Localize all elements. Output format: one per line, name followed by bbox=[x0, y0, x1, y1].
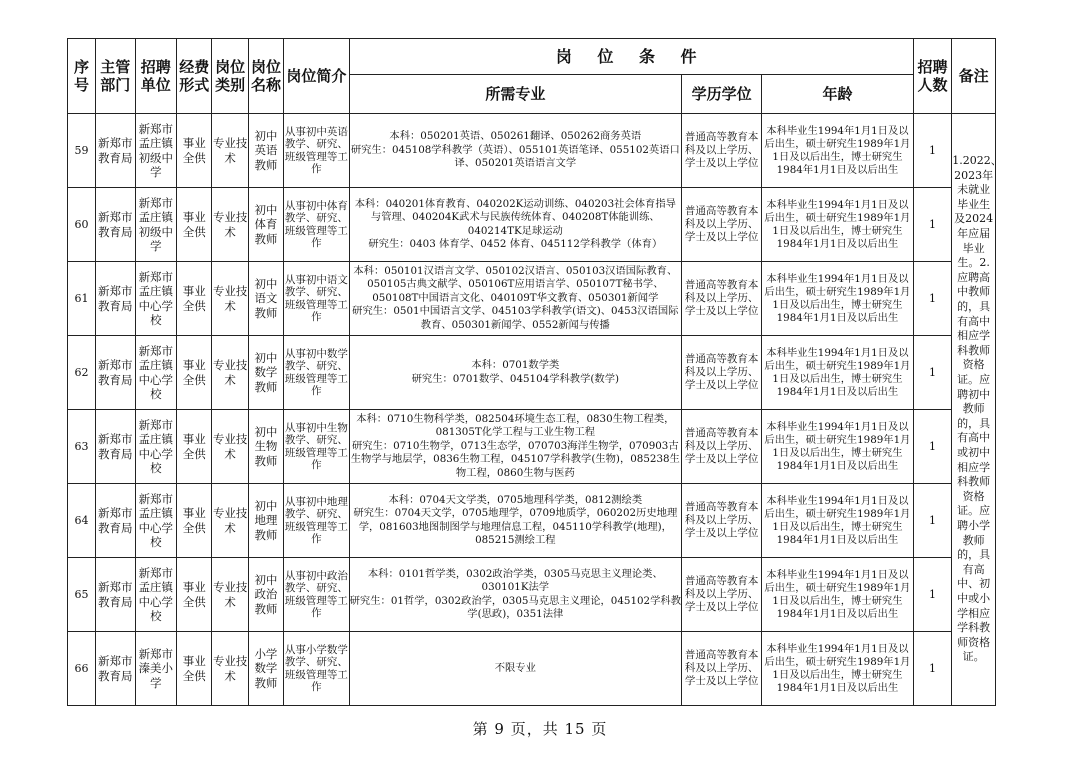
cell-count: 1 bbox=[913, 484, 951, 558]
header-remark: 备注 bbox=[952, 39, 996, 114]
table-body bbox=[68, 114, 1002, 706]
cell-count: 1 bbox=[913, 410, 951, 484]
cell-intro: 从事初中英语教学、研究、班级管理等工作 bbox=[284, 114, 349, 188]
cell-age: 本科毕业生1994年1月1日及以后出生，硕士研究生1989年1月1日及以后出生，博士研究生1984年1月1日及以后出生 bbox=[762, 188, 914, 262]
cell-seq: 63 bbox=[68, 410, 96, 484]
cell-dept: 新郑市教育局 bbox=[96, 484, 135, 558]
cell-position: 初中政治教师 bbox=[248, 558, 283, 632]
cell-count: 1 bbox=[913, 262, 951, 336]
header-intro: 岗位简介 bbox=[284, 39, 349, 114]
cell-position: 小学数学教师 bbox=[248, 632, 283, 706]
cell-major bbox=[349, 484, 682, 558]
header-unit: 招聘单位 bbox=[135, 39, 177, 114]
header-age: 年龄 bbox=[762, 75, 914, 114]
cell-funding: 事业全供 bbox=[177, 262, 212, 336]
cell-funding: 事业全供 bbox=[177, 632, 212, 706]
cell-funding: 事业全供 bbox=[177, 188, 212, 262]
cell-edu: 普通高等教育本科及以上学历、学士及以上学位 bbox=[682, 484, 762, 558]
cell-age: 本科毕业生1994年1月1日及以后出生，硕士研究生1989年1月1日及以后出生，博士研究生1984年1月1日及以后出生 bbox=[762, 558, 914, 632]
cell-edu: 普通高等教育本科及以上学历、学士及以上学位 bbox=[682, 262, 762, 336]
major-line: 本科：0710生物科学类，082504环境生态工程，0830生物工程类，081305T化学工程与工业生物工程 bbox=[356, 412, 675, 439]
cell-unit: 新郑市孟庄镇中心学校 bbox=[135, 410, 177, 484]
cell-count: 1 bbox=[913, 632, 951, 706]
header-major: 所需专业 bbox=[349, 75, 682, 114]
cell-major bbox=[349, 336, 682, 410]
cell-age: 本科毕业生1994年1月1日及以后出生，硕士研究生1989年1月1日及以后出生，博士研究生1984年1月1日及以后出生 bbox=[762, 114, 914, 188]
header-count: 招聘人数 bbox=[913, 39, 951, 114]
cell-position: 初中地理教师 bbox=[248, 484, 283, 558]
cell-category: 专业技术 bbox=[212, 262, 248, 336]
cell-position: 初中英语教师 bbox=[248, 114, 283, 188]
cell-edu: 普通高等教育本科及以上学历、学士及以上学位 bbox=[682, 114, 762, 188]
cell-category: 专业技术 bbox=[212, 484, 248, 558]
cell-unit: 新郑市孟庄镇中心学校 bbox=[135, 484, 177, 558]
header-conditions: 岗 位 条 件 bbox=[349, 39, 913, 75]
major-line: 本科：050101汉语言文学、050102汉语言、050103汉语国际教育、050105古典文献学、050106T应用语言学、050107T秘书学、050108T中国语言文化、040109T华文教育、050301新闻学 bbox=[353, 264, 678, 304]
cell-major bbox=[349, 114, 682, 188]
cell-seq: 61 bbox=[68, 262, 96, 336]
cell-seq: 62 bbox=[68, 336, 96, 410]
cell-category: 专业技术 bbox=[212, 632, 248, 706]
cell-major bbox=[349, 410, 682, 484]
table-row bbox=[68, 188, 996, 262]
header-dept: 主管部门 bbox=[96, 39, 135, 114]
major-line: 本科：0704天文学类，0705地理科学类，0812测绘类 bbox=[388, 493, 643, 506]
cell-category: 专业技术 bbox=[212, 336, 248, 410]
cell-remarks: 1.2022、2023年未就业毕业生及2024年应届毕业生。2.应聘高中教师的，具有高中相应学科教师资格证。应聘初中教师的，具有高中或初中相应学科教师资格证。应聘小学教师的，具有高中、初中或小学相应学科教师资格证。 bbox=[952, 114, 996, 706]
cell-dept: 新郑市教育局 bbox=[96, 336, 135, 410]
cell-funding: 事业全供 bbox=[177, 410, 212, 484]
cell-category: 专业技术 bbox=[212, 410, 248, 484]
cell-unit: 新郑市孟庄镇初级中学 bbox=[135, 188, 177, 262]
cell-count: 1 bbox=[913, 558, 951, 632]
cell-category: 专业技术 bbox=[212, 558, 248, 632]
cell-unit: 新郑市孟庄镇中心学校 bbox=[135, 336, 177, 410]
cell-intro: 从事初中语文教学、研究、班级管理等工作 bbox=[284, 262, 349, 336]
cell-unit: 新郑市孟庄镇中心学校 bbox=[135, 558, 177, 632]
major-line: 研究生：01哲学，0302政治学，0305马克思主义理论，045102学科教学(思政)，0351法律 bbox=[349, 594, 681, 620]
cell-edu: 普通高等教育本科及以上学历、学士及以上学位 bbox=[682, 558, 762, 632]
cell-unit: 新郑市孟庄镇中心学校 bbox=[135, 262, 177, 336]
cell-count: 1 bbox=[913, 114, 951, 188]
major-line: 研究生：0501中国语言文学、045103学科教学(语文)、0453汉语国际教育、050301新闻学、0552新闻与传播 bbox=[352, 305, 679, 331]
cell-edu: 普通高等教育本科及以上学历、学士及以上学位 bbox=[682, 632, 762, 706]
cell-count: 1 bbox=[913, 336, 951, 410]
cell-dept: 新郑市教育局 bbox=[96, 114, 135, 188]
cell-funding: 事业全供 bbox=[177, 484, 212, 558]
table-row bbox=[68, 558, 996, 632]
cell-position: 初中体育教师 bbox=[248, 188, 283, 262]
cell-major bbox=[349, 632, 682, 706]
cell-major bbox=[349, 558, 682, 632]
cell-unit: 新郑市溱美小学 bbox=[135, 632, 177, 706]
cell-funding: 事业全供 bbox=[177, 558, 212, 632]
table-row bbox=[68, 336, 996, 410]
page-footer: 第 9 页，共 15 页 bbox=[472, 720, 608, 738]
cell-age: 本科毕业生1994年1月1日及以后出生，硕士研究生1989年1月1日及以后出生，博士研究生1984年1月1日及以后出生 bbox=[762, 484, 914, 558]
cell-dept: 新郑市教育局 bbox=[96, 188, 135, 262]
cell-intro: 从事初中数学教学、研究、班级管理等工作 bbox=[284, 336, 349, 410]
cell-category: 专业技术 bbox=[212, 114, 248, 188]
recruitment-table bbox=[67, 38, 1002, 706]
table-row bbox=[68, 632, 996, 706]
table-row bbox=[68, 262, 996, 336]
cell-position: 初中生物教师 bbox=[248, 410, 283, 484]
cell-seq: 65 bbox=[68, 558, 96, 632]
header-seq: 序号 bbox=[68, 39, 96, 114]
header-funding: 经费形式 bbox=[177, 39, 212, 114]
cell-dept: 新郑市教育局 bbox=[96, 410, 135, 484]
cell-seq: 64 bbox=[68, 484, 96, 558]
cell-major bbox=[349, 262, 682, 336]
header-position: 岗位名称 bbox=[248, 39, 283, 114]
major-line: 本科：050201英语、050261翻译、050262商务英语 bbox=[389, 130, 642, 143]
cell-seq: 59 bbox=[68, 114, 96, 188]
cell-age: 本科毕业生1994年1月1日及以后出生，硕士研究生1989年1月1日及以后出生，博士研究生1984年1月1日及以后出生 bbox=[762, 262, 914, 336]
major-line: 研究生：0701数学、045104学科教学(数学) bbox=[411, 372, 620, 385]
table-row bbox=[68, 484, 996, 558]
cell-intro: 从事初中体育教学、研究、班级管理等工作 bbox=[284, 188, 349, 262]
cell-edu: 普通高等教育本科及以上学历、学士及以上学位 bbox=[682, 336, 762, 410]
cell-seq: 60 bbox=[68, 188, 96, 262]
major-line: 研究生：0710生物学，0713生态学，070703海洋生物学，070903古生物学与地层学，0836生物工程，045107学科教学(生物)，085238生物工程，0860生物与医药 bbox=[350, 439, 680, 479]
cell-intro: 从事小学数学教学、研究、班级管理等工作 bbox=[284, 632, 349, 706]
header-edu: 学历学位 bbox=[682, 75, 762, 114]
cell-unit: 新郑市孟庄镇初级中学 bbox=[135, 114, 177, 188]
cell-intro: 从事初中地理教学、研究、班级管理等工作 bbox=[284, 484, 349, 558]
cell-edu: 普通高等教育本科及以上学历、学士及以上学位 bbox=[682, 188, 762, 262]
cell-major bbox=[349, 188, 682, 262]
cell-seq: 66 bbox=[68, 632, 96, 706]
cell-dept: 新郑市教育局 bbox=[96, 632, 135, 706]
cell-age: 本科毕业生1994年1月1日及以后出生，硕士研究生1989年1月1日及以后出生，博士研究生1984年1月1日及以后出生 bbox=[762, 410, 914, 484]
cell-count: 1 bbox=[913, 188, 951, 262]
header-category: 岗位类别 bbox=[212, 39, 248, 114]
major-line: 本科：0701数学类 bbox=[471, 359, 560, 371]
cell-edu: 普通高等教育本科及以上学历、学士及以上学位 bbox=[682, 410, 762, 484]
table-row bbox=[68, 114, 996, 188]
cell-intro: 从事初中政治教学、研究、班级管理等工作 bbox=[284, 558, 349, 632]
cell-age: 本科毕业生1994年1月1日及以后出生，硕士研究生1989年1月1日及以后出生，博士研究生1984年1月1日及以后出生 bbox=[762, 336, 914, 410]
cell-funding: 事业全供 bbox=[177, 114, 212, 188]
cell-position: 初中数学教师 bbox=[248, 336, 283, 410]
major-line: 研究生：045108学科教学（英语）、055101英语笔译、055102英语口译、050201英语语言文学 bbox=[350, 143, 680, 170]
major-line: 研究生：0704天文学，0705地理学，0709地质学，060202历史地理学，081603地图制图学与地理信息工程，045110学科教学(地理)，085215测绘工程 bbox=[353, 507, 678, 546]
table-row bbox=[68, 410, 996, 484]
major-line: 不限专业 bbox=[494, 661, 536, 674]
major-line: 本科：0101哲学类，0302政治学类，0305马克思主义理论类、030101K法学 bbox=[367, 567, 663, 593]
cell-dept: 新郑市教育局 bbox=[96, 558, 135, 632]
cell-age: 本科毕业生1994年1月1日及以后出生，硕士研究生1989年1月1日及以后出生，博士研究生1984年1月1日及以后出生 bbox=[762, 632, 914, 706]
major-line: 研究生：0403 体育学、0452 体育、045112学科教学（体育） bbox=[368, 238, 663, 250]
major-line: 本科：040201体育教育、040202K运动训练、040203社会体育指导与管理、040204K武术与民族传统体育、040208T体能训练、040214TK足球运动 bbox=[354, 197, 676, 237]
cell-intro: 从事初中生物教学、研究、班级管理等工作 bbox=[284, 410, 349, 484]
cell-category: 专业技术 bbox=[212, 188, 248, 262]
cell-dept: 新郑市教育局 bbox=[96, 262, 135, 336]
cell-position: 初中语文教师 bbox=[248, 262, 283, 336]
cell-funding: 事业全供 bbox=[177, 336, 212, 410]
